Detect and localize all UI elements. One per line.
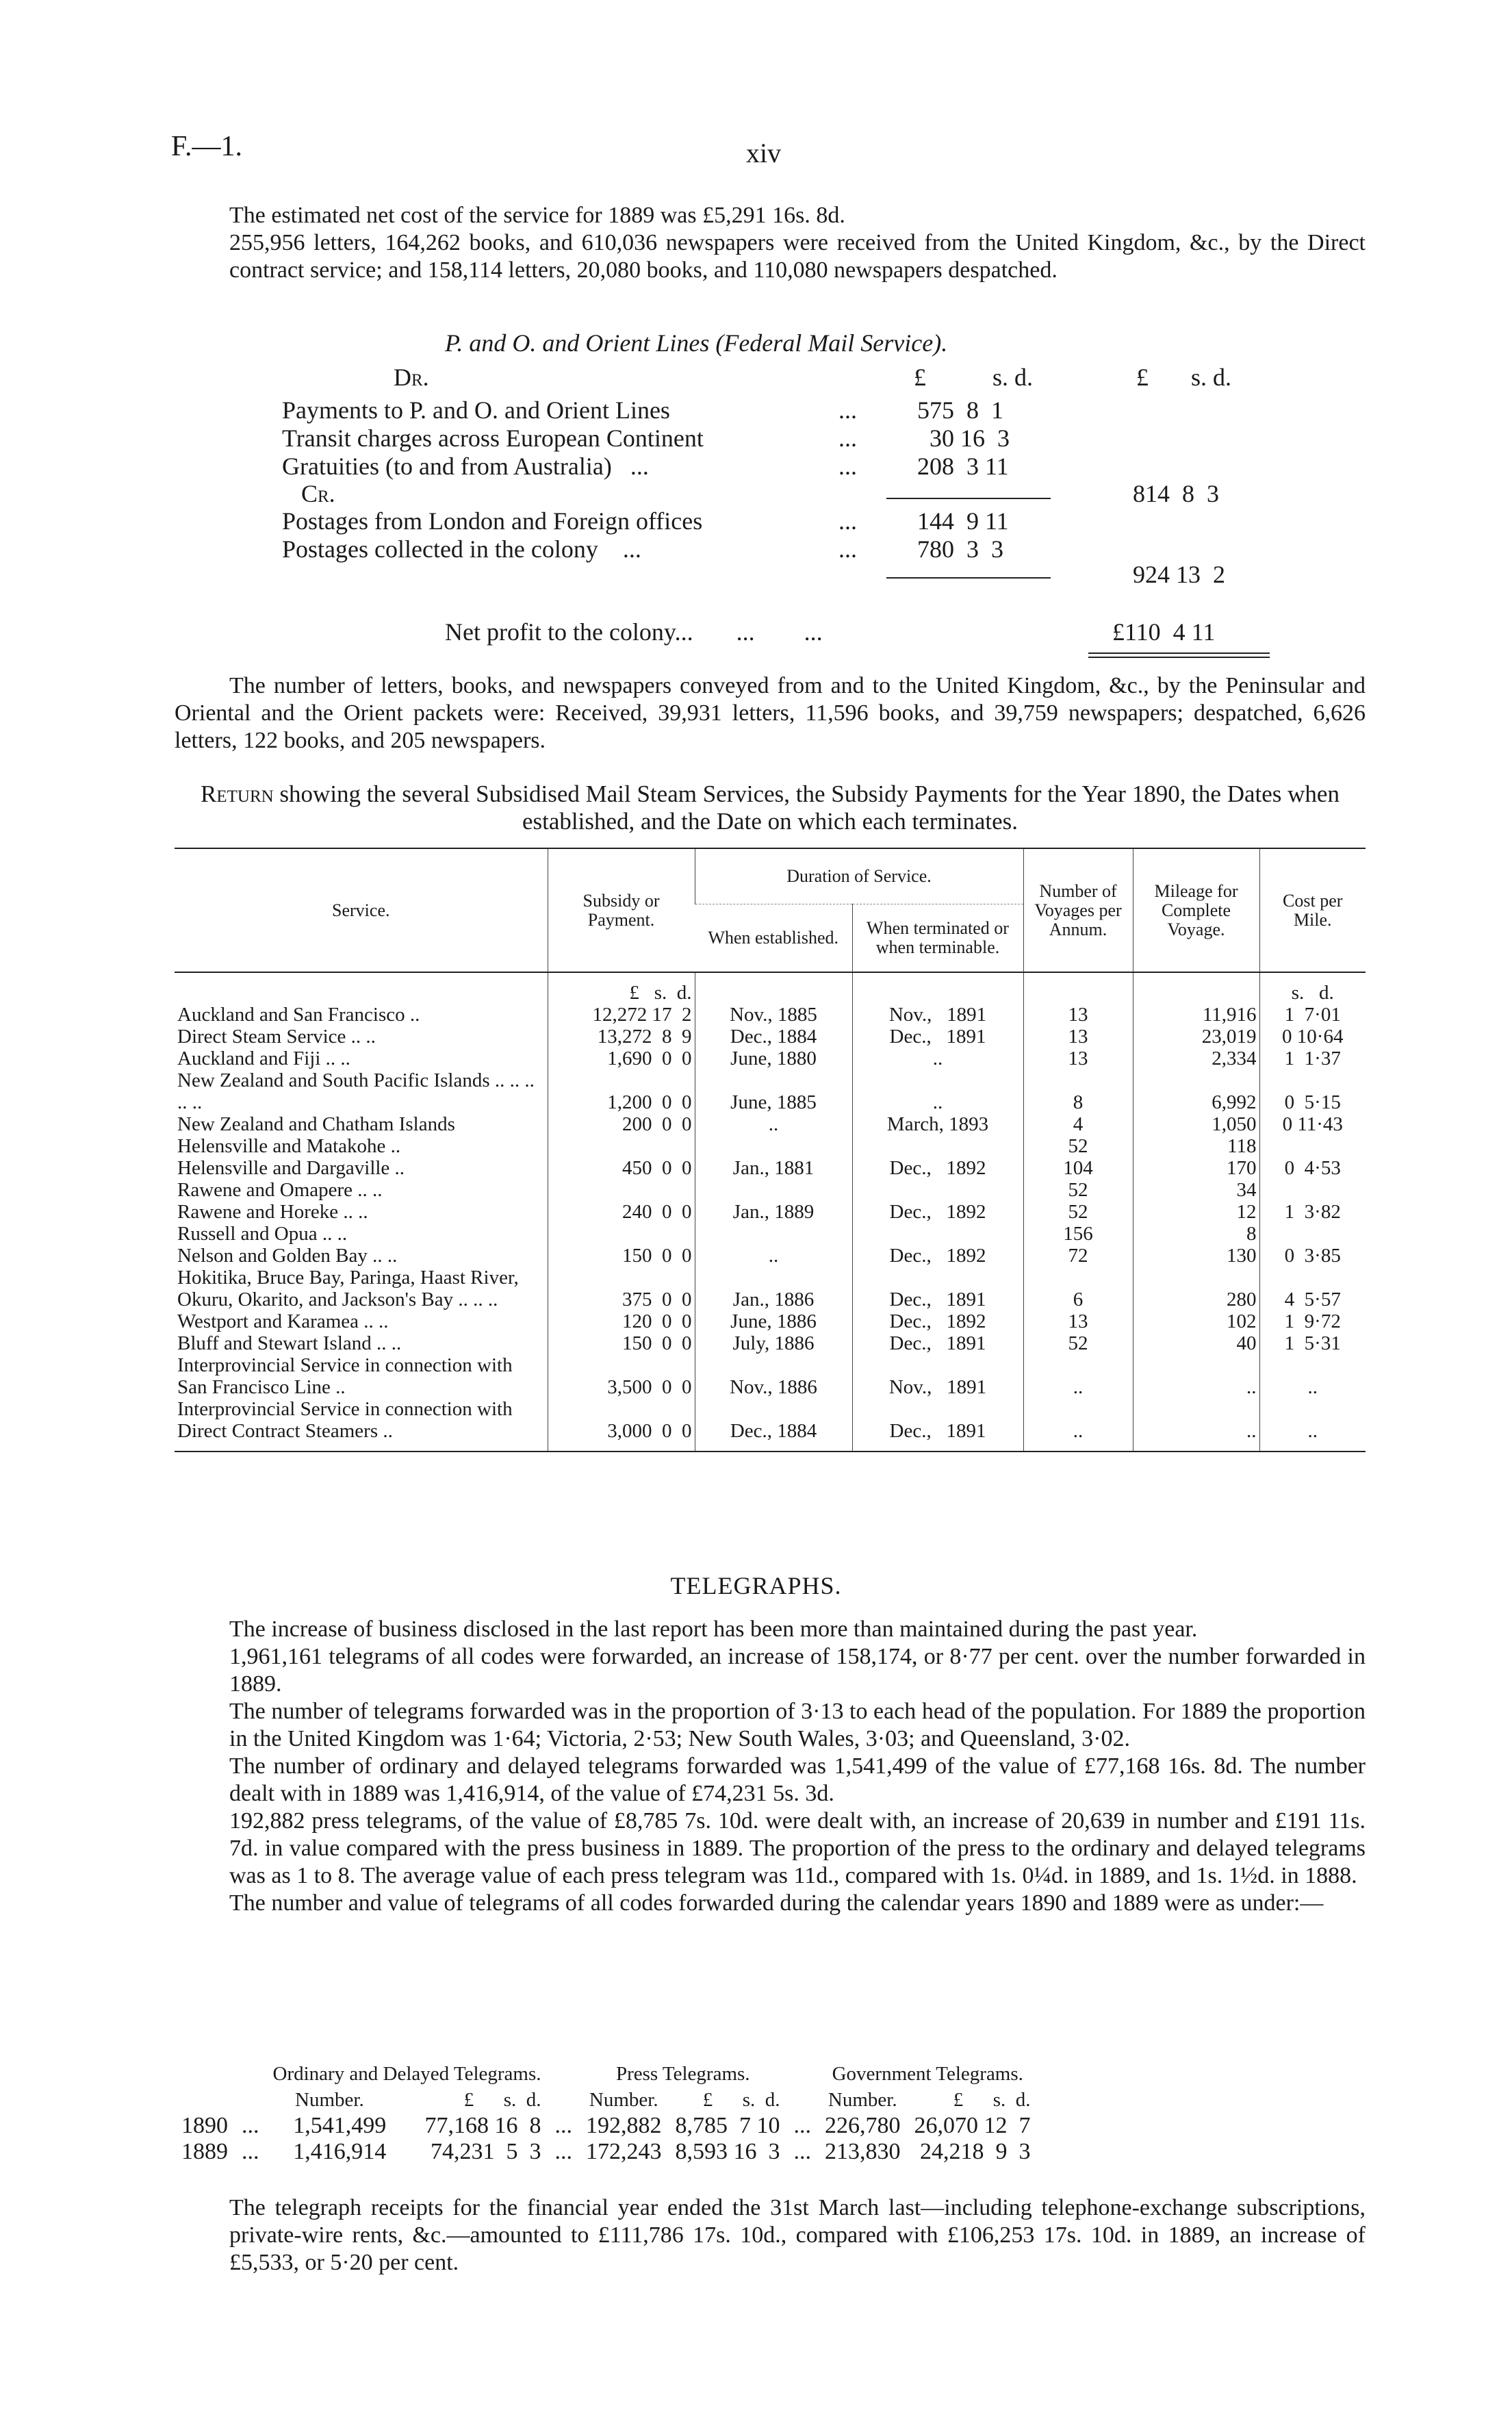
ledger-dots: ...: [838, 507, 857, 535]
telegraphs-p1: The increase of business disclosed in the last report has been more than maintained during the past year.: [229, 1617, 1198, 1642]
table-row: [175, 1157, 1366, 1179]
voyages-cell: 52: [1023, 1201, 1133, 1223]
mileage-cell: 2,334: [1133, 1048, 1259, 1069]
cost-cell: 1 7·01: [1259, 1004, 1366, 1026]
return-table: [175, 849, 1366, 1452]
service-cell: Helensville and Dargaville ..: [177, 1157, 405, 1179]
ledger-dr-total: 814 8 3: [1133, 480, 1219, 507]
cost-cell: 4 5·57: [1259, 1267, 1366, 1310]
telegrams-table: [175, 2061, 1038, 2165]
mileage-cell: 130: [1133, 1245, 1259, 1267]
terminated-cell: [852, 1179, 1023, 1201]
established-cell: Jan., 1886: [695, 1267, 852, 1310]
page-section-label: F.—1.: [171, 131, 242, 162]
established-cell: Nov., 1886: [695, 1354, 852, 1398]
ledger-rule: [886, 498, 1051, 499]
ordinary-value: 74,231 5 3: [431, 2139, 541, 2164]
cost-cell: 0 11·43: [1259, 1113, 1366, 1135]
ledger-dots: ...: [838, 453, 857, 480]
terminated-cell: Dec., 1892: [852, 1157, 1023, 1179]
telegraphs-paragraphs: [175, 1616, 1366, 1917]
table-row: [175, 1069, 1366, 1113]
government-number: 226,780: [825, 2113, 901, 2138]
ledger-dots: ...: [838, 396, 857, 424]
mileage-cell: ..: [1133, 1398, 1259, 1442]
ledger-row-amount: 144 9 11: [917, 507, 1009, 535]
telegraphs-p3: The number of telegrams forwarded was in the proportion of 3·13 to each head of the population. For 1889 the proportion in the United Kingdom was 1·64; Victoria, 2·53; New South Wales, 3·03; and Queensland, 3·02.: [229, 1699, 1366, 1751]
press-number: 172,243: [586, 2139, 662, 2164]
table-row: [175, 1179, 1366, 1201]
subsidy-cell: 150 0 0: [548, 1332, 695, 1354]
service-cell: Auckland and Fiji .. ..: [177, 1048, 350, 1069]
mileage-cell: 23,019: [1133, 1026, 1259, 1048]
service-cell: Nelson and Golden Bay .. ..: [177, 1245, 398, 1267]
ledger-dr-label: Dr.: [394, 364, 429, 391]
ledger-rule: [1088, 657, 1270, 658]
voyages-cell: 8: [1023, 1069, 1133, 1113]
ledger-row-label: Postages from London and Foreign offices: [282, 507, 703, 535]
subsidy-cell: 3,000 0 0: [548, 1398, 695, 1442]
subsidy-cell: 200 0 0: [548, 1113, 695, 1135]
ledger-dots: ...: [838, 535, 857, 563]
page-number: xiv: [746, 138, 782, 168]
mileage-cell: 40: [1133, 1332, 1259, 1354]
row-dots: ...: [554, 2139, 573, 2164]
return-title: [175, 781, 1366, 835]
voyages-cell: 72: [1023, 1245, 1133, 1267]
service-cell: Interprovincial Service in connection with San Francisco Line ..: [177, 1354, 513, 1398]
established-cell: June, 1886: [695, 1310, 852, 1332]
ledger-row-amount: 575 8 1: [917, 396, 1003, 424]
ledger-cr-label: Cr.: [301, 480, 335, 507]
subsidy-cell: 13,272 8 9: [548, 1026, 695, 1048]
col-subsidy: Subsidy or Payment.: [548, 849, 695, 972]
return-title-word: Return: [201, 781, 274, 807]
established-cell: ..: [695, 1113, 852, 1135]
terminated-cell: Dec., 1891: [852, 1026, 1023, 1048]
ledger-col-sd: s. d.: [992, 364, 1034, 391]
government-number: 213,830: [825, 2139, 901, 2164]
service-cell: New Zealand and South Pacific Islands .. .. .. .. ..: [177, 1069, 535, 1113]
service-cell: Helensville and Matakohe ..: [177, 1135, 401, 1157]
subsidy-cell: 150 0 0: [548, 1245, 695, 1267]
press-value: 8,785 7 10: [675, 2113, 780, 2138]
terminated-cell: Dec., 1892: [852, 1310, 1023, 1332]
sub-lsd: £ s. d.: [702, 2089, 780, 2111]
cost-cell: [1259, 1179, 1366, 1201]
established-cell: [695, 1223, 852, 1245]
service-cell: Russell and Opua .. ..: [177, 1223, 348, 1245]
mileage-cell: 102: [1133, 1310, 1259, 1332]
established-cell: [695, 1179, 852, 1201]
terminated-cell: March, 1893: [852, 1113, 1023, 1135]
established-cell: Dec., 1884: [695, 1398, 852, 1442]
established-cell: June, 1885: [695, 1069, 852, 1113]
ledger-dots: ...: [838, 424, 857, 452]
ledger-rule: [1088, 652, 1270, 654]
table-row: [175, 2113, 1038, 2139]
service-cell: Westport and Karamea .. ..: [177, 1310, 389, 1332]
terminated-cell: ..: [852, 1048, 1023, 1069]
mileage-cell: 170: [1133, 1157, 1259, 1179]
table-row: [175, 1113, 1366, 1135]
established-cell: Jan., 1881: [695, 1157, 852, 1179]
cost-cell: 1 5·31: [1259, 1332, 1366, 1354]
voyages-cell: 13: [1023, 1048, 1133, 1069]
ledger-row-label: Gratuities (to and from Australia) ...: [282, 453, 649, 480]
service-cell: Rawene and Horeke .. ..: [177, 1201, 368, 1223]
table-row: [175, 1354, 1366, 1398]
terminated-cell: Dec., 1891: [852, 1267, 1023, 1310]
service-cell: New Zealand and Chatham Islands: [177, 1113, 455, 1135]
group-press: Press Telegrams.: [615, 2063, 750, 2085]
press-number: 192,882: [586, 2113, 662, 2138]
table-row: [175, 1135, 1366, 1157]
mileage-cell: 6,992: [1133, 1069, 1259, 1113]
ledger-title: P. and O. and Orient Lines (Federal Mail Service).: [445, 329, 948, 357]
table-row: [175, 1223, 1366, 1245]
ordinary-value: 77,168 16 8: [424, 2113, 541, 2138]
mileage-cell: 8: [1133, 1223, 1259, 1245]
year: 1889: [181, 2139, 228, 2164]
voyages-cell: 13: [1023, 1004, 1133, 1026]
mileage-cell: 11,916: [1133, 1004, 1259, 1026]
subsidy-cell: 1,690 0 0: [548, 1048, 695, 1069]
table-row: [175, 1201, 1366, 1223]
service-cell: Auckland and San Francisco ..: [177, 1004, 420, 1026]
terminated-cell: Nov., 1891: [852, 1354, 1023, 1398]
row-dots: ...: [242, 2113, 259, 2138]
service-cell: Interprovincial Service in connection with Direct Contract Steamers ..: [177, 1398, 513, 1442]
voyages-cell: 4: [1023, 1113, 1133, 1135]
terminated-cell: Dec., 1891: [852, 1398, 1023, 1442]
established-cell: [695, 1135, 852, 1157]
ledger-col-pound: £: [914, 364, 926, 391]
row-dots: ...: [793, 2139, 812, 2164]
cost-cell: ..: [1259, 1354, 1366, 1398]
terminated-cell: [852, 1135, 1023, 1157]
voyages-cell: ..: [1023, 1398, 1133, 1442]
service-cell: Direct Steam Service .. ..: [177, 1026, 376, 1048]
terminated-cell: ..: [852, 1069, 1023, 1113]
voyages-cell: 104: [1023, 1157, 1133, 1179]
ledger-row-amount: 30 16 3: [930, 424, 1010, 452]
cost-units: s. d.: [1259, 972, 1366, 1004]
cost-cell: 0 3·85: [1259, 1245, 1366, 1267]
row-dots: ...: [242, 2139, 259, 2164]
year: 1890: [181, 2113, 228, 2138]
voyages-cell: 52: [1023, 1135, 1133, 1157]
cost-cell: ..: [1259, 1398, 1366, 1442]
net-cost-line: The estimated net cost of the service for 1889 was £5,291 16s. 8d.: [229, 203, 845, 228]
col-voyages: Number of Voyages per Annum.: [1023, 849, 1133, 972]
subsidy-cell: 3,500 0 0: [548, 1354, 695, 1398]
mileage-cell: 12: [1133, 1201, 1259, 1223]
sub-number: Number.: [828, 2089, 897, 2111]
cost-cell: 0 4·53: [1259, 1157, 1366, 1179]
row-dots: ...: [793, 2113, 812, 2138]
ledger-row-label: Transit charges across European Continent: [282, 424, 704, 452]
voyages-cell: ..: [1023, 1354, 1133, 1398]
voyages-cell: 13: [1023, 1310, 1133, 1332]
service-cell: Hokitika, Bruce Bay, Paringa, Haast River, Okuru, Okarito, and Jackson's Bay .. .. ..: [177, 1267, 519, 1310]
press-value: 8,593 16 3: [675, 2139, 780, 2164]
group-government: Government Telegrams.: [832, 2063, 1023, 2085]
subsidy-cell: 1,200 0 0: [548, 1069, 695, 1113]
cost-cell: 0 10·64: [1259, 1026, 1366, 1048]
ledger-col-pound-2: £: [1136, 364, 1149, 391]
telegraphs-p4: The number of ordinary and delayed telegrams forwarded was 1,541,499 of the value of £77,168 16s. 8d. The number dealt with in 1889 was 1,416,914, of the value of £74,231 5s. 3d.: [229, 1753, 1366, 1806]
mileage-cell: 280: [1133, 1267, 1259, 1310]
ordinary-number: 1,541,499: [293, 2113, 387, 2138]
table-row: [175, 1310, 1366, 1332]
sub-lsd: £ s. d.: [463, 2089, 541, 2111]
mileage-cell: 1,050: [1133, 1113, 1259, 1135]
established-cell: June, 1880: [695, 1048, 852, 1069]
row-dots: ...: [554, 2113, 573, 2138]
sub-number: Number.: [589, 2089, 658, 2111]
cost-cell: 1 3·82: [1259, 1201, 1366, 1223]
cost-cell: 0 5·15: [1259, 1069, 1366, 1113]
cost-cell: [1259, 1223, 1366, 1245]
voyages-cell: 6: [1023, 1267, 1133, 1310]
cost-cell: 1 1·37: [1259, 1048, 1366, 1069]
mail-count-line: 255,956 letters, 164,262 books, and 610,036 newspapers were received from the United Kingdom, &c., by the Direct contract service; and 158,114 letters, 20,080 books, and 110,080 newspapers despatched.: [229, 230, 1366, 283]
established-cell: Nov., 1885: [695, 1004, 852, 1026]
table-row: [175, 1332, 1366, 1354]
voyages-cell: 13: [1023, 1026, 1133, 1048]
subsidy-cell: 450 0 0: [548, 1157, 695, 1179]
voyages-cell: 52: [1023, 1332, 1133, 1354]
sub-lsd: £ s. d.: [953, 2089, 1031, 2111]
subsidy-cell: 375 0 0: [548, 1267, 695, 1310]
table-row: [175, 1004, 1366, 1026]
ledger-col-sd-2: s. d.: [1191, 364, 1232, 391]
table-row: [175, 1245, 1366, 1267]
ledger-net-label: Net profit to the colony... ... ...: [445, 618, 823, 646]
col-service: Service.: [332, 900, 390, 920]
col-mileage: Mileage for Complete Voyage.: [1133, 849, 1259, 972]
ledger-row-amount: 208 3 11: [917, 453, 1009, 480]
col-duration: Duration of Service.: [695, 849, 1023, 904]
subsidy-cell: [548, 1135, 695, 1157]
net-cost-paragraph: [175, 202, 1366, 284]
subsidy-cell: [548, 1223, 695, 1245]
established-cell: ..: [695, 1245, 852, 1267]
ledger-row-label: Payments to P. and O. and Orient Lines: [282, 396, 670, 424]
mileage-cell: 118: [1133, 1135, 1259, 1157]
sub-number: Number.: [295, 2089, 364, 2111]
government-value: 24,218 9 3: [920, 2139, 1031, 2164]
voyages-cell: 52: [1023, 1179, 1133, 1201]
return-title-rest: showing the several Subsidised Mail Steam Services, the Subsidy Payments for the Year 1890, the Dates when established, and the Date on which each terminates.: [273, 781, 1340, 835]
subsidy-cell: 120 0 0: [548, 1310, 695, 1332]
ordinary-number: 1,416,914: [293, 2139, 387, 2164]
telegraphs-heading: TELEGRAPHS.: [670, 1572, 842, 1599]
col-established: When established.: [695, 904, 852, 972]
mileage-cell: 34: [1133, 1179, 1259, 1201]
group-ordinary: Ordinary and Delayed Telegrams.: [272, 2063, 541, 2085]
established-cell: Jan., 1889: [695, 1201, 852, 1223]
subsidy-cell: 240 0 0: [548, 1201, 695, 1223]
table-row: [175, 1048, 1366, 1069]
receipts-paragraph: [175, 2194, 1366, 2277]
table-row: [175, 2139, 1038, 2165]
voyages-cell: 156: [1023, 1223, 1133, 1245]
subsidy-cell: 12,272 17 2: [548, 1004, 695, 1026]
subsidy-units: £ s. d.: [548, 972, 695, 1004]
terminated-cell: Dec., 1891: [852, 1332, 1023, 1354]
table-row: [175, 1398, 1366, 1442]
telegraphs-p7: The telegraph receipts for the financial year ended the 31st March last—including telephone-exchange subscriptions, private-wire rents, &c.—amounted to £111,786 17s. 10d., compared with £106,253 17s. 10d. in 1889, an increase of £5,533, or 5·20 per cent.: [229, 2195, 1366, 2275]
subsidy-cell: [548, 1179, 695, 1201]
cost-cell: [1259, 1135, 1366, 1157]
col-cost: Cost per Mile.: [1259, 849, 1366, 972]
terminated-cell: [852, 1223, 1023, 1245]
government-value: 26,070 12 7: [914, 2113, 1031, 2138]
telegraphs-p2: 1,961,161 telegrams of all codes were forwarded, an increase of 158,174, or 8·77 per cent. over the number forwarded in 1889.: [229, 1644, 1366, 1697]
terminated-cell: Dec., 1892: [852, 1201, 1023, 1223]
cost-cell: 1 9·72: [1259, 1310, 1366, 1332]
col-terminated: When terminated or when terminable.: [852, 904, 1023, 972]
ledger-cr-total: 924 13 2: [1133, 561, 1225, 588]
established-cell: Dec., 1884: [695, 1026, 852, 1048]
service-cell: Bluff and Stewart Island .. ..: [177, 1332, 402, 1354]
terminated-cell: Nov., 1891: [852, 1004, 1023, 1026]
ledger-rule: [886, 577, 1051, 579]
established-cell: July, 1886: [695, 1332, 852, 1354]
telegraphs-p5: 192,882 press telegrams, of the value of £8,785 7s. 10d. were dealt with, an increase of 20,639 in number and £191 11s. 7d. in value compared with the press business in 1889. The proportion of the press to the ordinary and delayed telegrams was as 1 to 8. The average value of each press telegram was 11d., compared with 1s. 0¼d. in 1889, and 1s. 1½d. in 1888.: [229, 1808, 1366, 1888]
telegraphs-p6: The number and value of telegrams of all codes forwarded during the calendar years 1890 and 1889 were as under:—: [229, 1890, 1324, 1916]
table-row: [175, 1267, 1366, 1310]
ledger-row-label: Postages collected in the colony ...: [282, 535, 641, 563]
ledger-net-amount: £110 4 11: [1112, 618, 1216, 646]
service-cell: Rawene and Omapere .. ..: [177, 1179, 383, 1201]
ledger-row-amount: 780 3 3: [917, 535, 1003, 563]
packets-paragraph: The number of letters, books, and newspapers conveyed from and to the United Kingdom, &c., by the Peninsular and Oriental and the Orient packets were: Received, 39,931 letters, 11,596 books, and 39,759 newspapers; despatched, 6,626 letters, 122 books, and 205 newspapers.: [175, 673, 1366, 753]
table-row: [175, 1026, 1366, 1048]
mileage-cell: ..: [1133, 1354, 1259, 1398]
terminated-cell: Dec., 1892: [852, 1245, 1023, 1267]
